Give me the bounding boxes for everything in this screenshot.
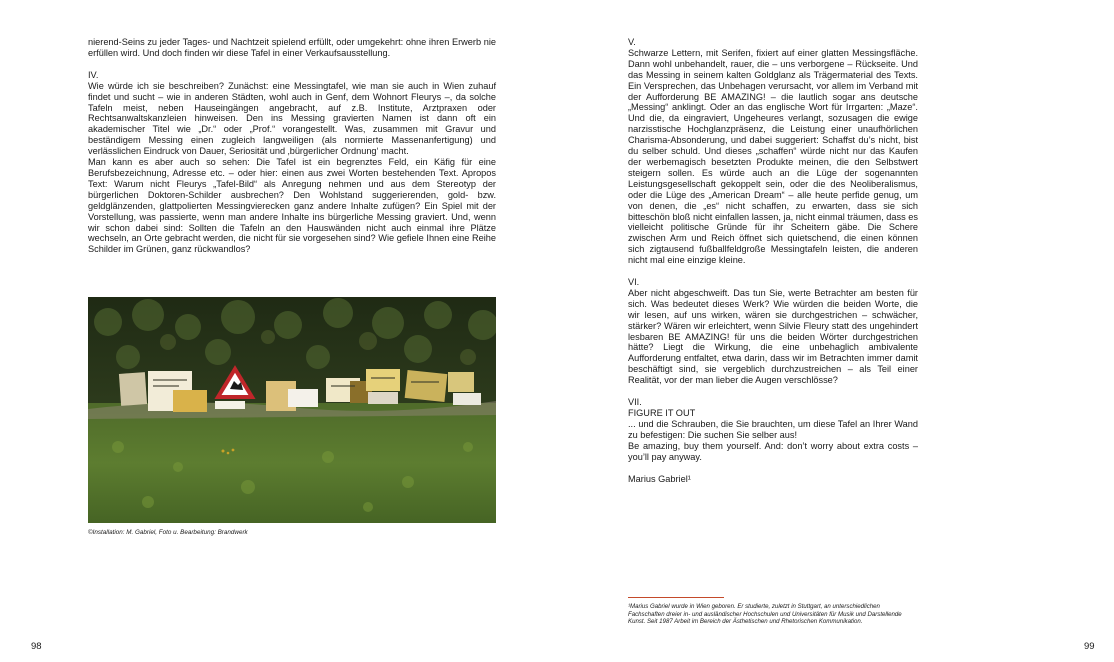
section-iv-paragraph-2: Man kann es aber auch so sehen: Die Tafel ist ein begrenztes Feld, ein Käfig für eine Berufsbezeichnung, Adresse etc. – oder hier: einen aus zwei Worten bestehenden Text. Apropos Text: Warum nicht Fleurys „Tafel-Bild“ als Anregung nehmen und aus dem Stereotyp der bürgerlichen Doktoren-Schilder ausbrechen? Den Wohlstand suggerierenden, gold- bzw. geldglänzenden, glattpolierten Messingvierecken ganz andere Inhalte zufügen? Ein Spiel mit der Vorstellung, was passierte, wenn man andere Inhalte ins bürgerliche Messing graviert. Und, wenn wir schon dabei sind: Sollten die Tafeln an den Hauswänden nicht auch einmal ihre Plätze wechseln, an Orte gebracht werden, die nicht für sie vorgesehen sind? Wie gefiele Ihnen eine Reihe Schilder im Grünen, ganz rückwandlos? (88, 157, 496, 255)
author-signature: Marius Gabriel¹ (628, 473, 691, 484)
section-vi-heading: VI. (628, 277, 640, 288)
section-vii-line-1: ... und die Schrauben, die Sie brauchten, um diese Tafel an Ihrer Wand zu befestigen: Die suchen Sie selber aus! (628, 418, 918, 440)
footnote-divider (628, 597, 724, 598)
section-vi-text: Aber nicht abgeschweift. Das tun Sie, werte Betrachter am besten für sich. Was bedeutet dieses Werk? Wie würden die beiden Worte, die wir lesen, auf uns wirken, wären sie durchgestrichen – schwächer, stärker? Wären wir erleichtert, wenn Silvie Fleury statt des ungehindert lesbaren BE AMAZING! für uns die beiden Wörter durchgestrichen hätte? Liegt die Wirkung, die eine unbehaglich ambivalente Aufforderung entfaltet, etwa darin, dass wir im Betrachten immer damit beschäftigt sind, sie vergeblich durchzustreichen – als Teil einer Realität, vor der man lieber die Augen verschlösse? (628, 287, 918, 386)
page-number-right: 99 (1084, 641, 1095, 652)
author-footnote: ¹Marius Gabriel wurde in Wien geboren. Er studierte, zuletzt in Stuttgart, an unterschiedlichen Fachschaften dreier in- und ausländischer Hochschulen und Universitäten für Musik und Darstellende Kunst. Seit 1987 Arbeit im Bereich der Ästhetischen und Rhetorischen Kommunikation. (628, 603, 902, 626)
section-v-text: Schwarze Lettern, mit Serifen, fixiert auf einer glatten Messingsfläche. Dann wohl unbehandelt, rauer, die – uns verborgene – Rückseite. Und das Messing in seinem kalten Goldglanz als Trägermaterial des Texts. Ein Versprechen, das Unbehagen verursacht, vor allem im Verband mit der Aufforderung BE AMAZING! – die lautlich sogar ans deutsche „Messing“ anklingt. Oder an das englische Wort für Irrgarten: „Maze“. Und die, da eingraviert, Ungeheures verlangt, sozusagen die ewige narzisstische Hochglanzpräsenz, die Leistung einer unaufhörlichen Charisma-Absonderung, und dabei suggeriert: Schaffst du’s nicht, bist du selber schuld. Und dieses „schaffen“ würde nicht nur das Kaufen der werbemagisch besetzten Produkte meinen, die den Selbstwert steigern sollen. Es würde auch an die Lüge der sogenannten Leistungsgesellschaft gekoppelt sein, oder die des Neoliberalismus, oder die Lüge des „American Dream“ – alle heute perfide genug, um von denen, die „es“ nicht schaffen, zu erwarten, dass sie sich bitteschön bloß nicht einfallen lassen, ja, nicht einmal träumen, dass es vielleicht politische Gründe für ihr Scheitern gäbe. Die Schere zwischen Arm und Reich öffnet sich quietschend, die einen können sich zigtausend fußballfeldgroße Messingtafeln leisten, die anderen nicht mal eine einzige kleine. (628, 47, 918, 266)
section-v-heading: V. (628, 37, 636, 47)
section-vii-title: FIGURE IT OUT (628, 408, 696, 418)
section-iv-heading: IV. (88, 69, 99, 80)
section-iv-paragraph-1: Wie würde ich sie beschreiben? Zunächst: eine Messingtafel, wie man sie auch in Wien zuhauf findet und sucht – wie in anderen Städten, wohl auch in Genf, dem Wohnort Fleurys –, da solche Tafeln meist, neben Hauseingängen angebracht, auf z.B. Institute, Arztpraxen oder Rechtsanwaltskanzleien hinweisen. Den ins Messing gravierten Namen ist dann oft ein akademischer Titel wie „Dr.“ oder „Prof.“ vorangestellt. Was, zusammen mit Gravur und beständigem Messing einen zugleich langweiligen (als normierte Massenanfertigung) und verlässlichen Eindruck von Dauer, Seriosität und ‚bürgerlicher Ordnung‘ macht. (88, 80, 496, 157)
section-vii-line-2: Be amazing, buy them yourself. And: don’t worry about extra costs – you’ll pay anyway. (628, 440, 918, 462)
photo-caption: ©Installation: M. Gabriel, Foto u. Bearbeitung: Brandwerk (88, 529, 248, 536)
left-text-column (88, 37, 496, 255)
installation-photo (88, 297, 496, 523)
intro-paragraph: nierend-Seins zu jeder Tages- und Nachtzeit spielend erfüllt, oder umgekehrt: ohne ihren Erwerb nie erfüllen wird. Und doch finden wir diese Tafel in einer Verkaufsausstellung. (88, 37, 496, 58)
installation-photo-image (88, 297, 496, 523)
section-vii-heading: VII. (628, 397, 642, 408)
right-page (557, 0, 1114, 662)
right-text-column (628, 37, 918, 484)
page-number-left: 98 (31, 641, 42, 652)
